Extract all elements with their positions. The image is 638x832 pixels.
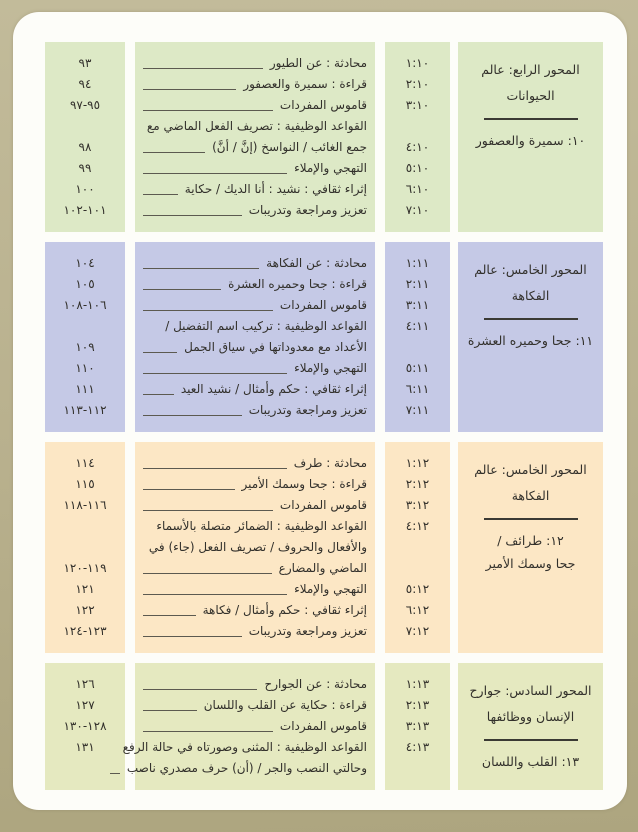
lesson-title-line xyxy=(141,400,367,421)
leader-line xyxy=(143,253,259,269)
lesson-title-text: تعزيز ومراجعة وتدريبات xyxy=(248,403,367,417)
lesson-number: ٦:١٢ xyxy=(405,603,430,617)
lesson-title-text: محادثة : عن الجوارح xyxy=(264,677,367,691)
axis-divider-line xyxy=(484,518,578,520)
lesson-title-text: قراءة : جحا وحميره العشرة xyxy=(228,277,367,291)
page-number: ١٠٥ xyxy=(75,277,95,291)
page-number: ١١٤ xyxy=(75,456,95,470)
leader-line xyxy=(143,579,287,595)
leader-line xyxy=(143,674,257,690)
axis-title-block xyxy=(458,253,603,421)
section-grid xyxy=(45,663,603,790)
lesson-title-text: القواعد الوظيفية : المثنى وصورتاه في حالة الرفع xyxy=(122,740,367,754)
lesson-title-line xyxy=(141,695,367,716)
lesson-title-line xyxy=(126,758,367,779)
lesson-title-line xyxy=(141,53,367,74)
leader-line xyxy=(143,716,273,732)
lesson-title-text: القواعد الوظيفية : تصريف الفعل الماضي مع xyxy=(146,119,367,133)
page-number: ١١٠ xyxy=(75,361,95,375)
lesson-title xyxy=(135,74,375,95)
leader-line xyxy=(143,200,242,216)
axis-title xyxy=(464,678,597,730)
lesson-number: ٢:١١ xyxy=(405,277,430,291)
axis-unit-line: ١٢: طرائف / xyxy=(497,533,564,548)
lesson-title-text: جمع الغائب / النواسخ (إنَّ / أنَّ) xyxy=(212,140,367,154)
page-number: ٩٨ xyxy=(78,140,92,154)
section-grid xyxy=(45,442,603,653)
lesson-title xyxy=(135,400,375,421)
leader-line xyxy=(143,274,221,290)
lesson-title xyxy=(135,453,375,474)
lesson-title-text: محادثة : عن الطيور xyxy=(269,56,367,70)
lesson-number: ٧:١٠ xyxy=(405,203,430,217)
page-number: ١١١ xyxy=(75,382,95,396)
toc-section-unit-11 xyxy=(45,242,603,432)
page-number: ٩٩ xyxy=(78,161,92,175)
leader-line xyxy=(143,158,287,174)
lesson-number: ٧:١١ xyxy=(405,403,430,417)
leader-line xyxy=(143,358,287,374)
lesson-title xyxy=(135,600,375,621)
lesson-title-text: إثراء ثقافي : نشيد : أنا الديك / حكاية xyxy=(184,182,367,196)
toc-page xyxy=(13,12,627,810)
axis-title-line: المحور السادس: جوارح xyxy=(469,683,592,698)
page-number: ١٢٨-١٣٠ xyxy=(63,719,107,733)
lesson-title-line xyxy=(141,358,367,379)
page-number: ١٢٧ xyxy=(75,698,95,712)
lesson-title-line xyxy=(141,621,367,642)
lesson-number: ٤:١٢ xyxy=(405,519,430,533)
lesson-title-line xyxy=(141,74,367,95)
lesson-title xyxy=(135,379,375,400)
lesson-title xyxy=(135,716,375,737)
axis-title xyxy=(464,457,597,509)
lesson-title-line xyxy=(141,295,367,316)
lesson-title-line xyxy=(141,379,367,400)
leader-line xyxy=(143,95,273,111)
lesson-title-text: تعزيز ومراجعة وتدريبات xyxy=(248,203,367,217)
lesson-title xyxy=(135,200,375,221)
leader-line xyxy=(143,474,235,490)
lesson-number: ٢:١٠ xyxy=(405,77,430,91)
lesson-title xyxy=(135,316,375,358)
lesson-title-text: محادثة : طرف xyxy=(293,456,367,470)
axis-title-line: المحور الخامس: عالم xyxy=(474,262,587,277)
lesson-number: ٦:١١ xyxy=(405,382,430,396)
lesson-title xyxy=(122,737,375,779)
lesson-title xyxy=(135,674,375,695)
leader-line xyxy=(143,621,242,637)
axis-divider-line xyxy=(484,118,578,120)
axis-title-line: المحور الرابع: عالم xyxy=(481,62,580,77)
lesson-title-text: الماضي والمضارع xyxy=(278,561,367,575)
leader-line xyxy=(143,179,178,195)
toc-section-unit-13 xyxy=(45,663,603,790)
leader-line xyxy=(143,495,273,511)
leader-line xyxy=(143,379,174,395)
page-number: ١١٩-١٢٠ xyxy=(63,561,107,575)
lesson-title-line xyxy=(141,137,367,158)
lesson-number: ٣:١٠ xyxy=(405,98,430,112)
lesson-title-line xyxy=(141,158,367,179)
axis-unit-title xyxy=(464,329,597,352)
axis-title xyxy=(464,257,597,309)
leader-line xyxy=(143,400,242,416)
lesson-title-text: قراءة : سميرة والعصفور xyxy=(243,77,367,91)
page-number: ١١٦-١١٨ xyxy=(63,498,107,512)
leader-line xyxy=(143,53,263,69)
toc-section-unit-10 xyxy=(45,42,603,232)
lesson-number: ٤:١٠ xyxy=(405,140,430,154)
lesson-number: ٤:١١ xyxy=(405,319,430,333)
section-grid xyxy=(45,42,603,232)
lesson-title xyxy=(135,253,375,274)
lesson-title xyxy=(135,495,375,516)
leader-line xyxy=(143,74,236,90)
lesson-number: ١:١٣ xyxy=(405,677,430,691)
axis-title xyxy=(464,57,597,109)
axis-title-line: المحور الخامس: عالم xyxy=(474,462,587,477)
page-number: ١١٥ xyxy=(75,477,95,491)
page-number: ٩٥-٩٧ xyxy=(69,98,101,112)
leader-line xyxy=(143,137,205,153)
lesson-title-text: والأفعال والحروف / تصريف الفعل (جاء) في xyxy=(148,540,367,554)
axis-unit-line: ١٠: سميرة والعصفور xyxy=(475,133,586,148)
page-number: ١٢٦ xyxy=(75,677,95,691)
lesson-title xyxy=(135,579,375,600)
page-number: ١٠١-١٠٢ xyxy=(63,203,107,217)
lesson-title-line xyxy=(122,737,367,758)
lesson-title-text: تعزيز ومراجعة وتدريبات xyxy=(248,624,367,638)
lesson-title-line xyxy=(141,116,367,137)
axis-title-block xyxy=(458,53,603,221)
lesson-title-line xyxy=(141,600,367,621)
axis-unit-line: جحا وسمك الأمير xyxy=(485,556,576,571)
lesson-title-text: إثراء ثقافي : حكم وأمثال / نشيد العيد xyxy=(180,382,367,396)
lesson-title-text: محادثة : عن الفكاهة xyxy=(266,256,367,270)
page-number: ١٢٢ xyxy=(75,603,95,617)
leader-line xyxy=(143,695,197,711)
lesson-number: ٥:١٠ xyxy=(405,161,430,175)
lesson-number: ٦:١٠ xyxy=(405,182,430,196)
lesson-number: ٢:١٣ xyxy=(405,698,430,712)
lesson-title xyxy=(135,179,375,200)
page-number: ١٣١ xyxy=(75,740,95,754)
lesson-title-text: قاموس المفردات xyxy=(279,298,367,312)
lesson-title xyxy=(135,358,375,379)
lesson-title-line xyxy=(141,95,367,116)
lesson-number: ١:١٢ xyxy=(405,456,430,470)
axis-title-line: الفكاهة xyxy=(511,488,550,503)
lesson-title xyxy=(135,295,375,316)
lesson-number: ٥:١١ xyxy=(405,361,430,375)
page-number: ١٠٠ xyxy=(75,182,95,196)
lesson-number: ٥:١٢ xyxy=(405,582,430,596)
leader-line xyxy=(143,337,177,353)
axis-title-block xyxy=(458,674,603,779)
page-number: ١٠٦-١٠٨ xyxy=(63,298,107,312)
lesson-title-line xyxy=(141,674,367,695)
page-number: ٩٤ xyxy=(78,77,92,91)
axis-unit-line: ١٣: القلب واللسان xyxy=(481,754,580,769)
lesson-title xyxy=(135,621,375,642)
lesson-title-text: التهجي والإملاء xyxy=(294,582,367,596)
lesson-title-line xyxy=(141,253,367,274)
lesson-title-line xyxy=(141,316,367,337)
lesson-title-text: قاموس المفردات xyxy=(279,498,367,512)
axis-divider-line xyxy=(484,318,578,320)
page-number: ١٠٤ xyxy=(75,256,95,270)
lesson-title-text: القواعد الوظيفية : تركيب اسم التفضيل / xyxy=(165,319,367,333)
toc-section-unit-12 xyxy=(45,442,603,653)
lesson-title-line xyxy=(141,179,367,200)
lesson-title-text: قراءة : حكاية عن القلب واللسان xyxy=(203,698,367,712)
lesson-number: ٢:١٢ xyxy=(405,477,430,491)
axis-title-line: الحيوانات xyxy=(506,88,555,103)
axis-title-line: الإنسان ووظائفها xyxy=(486,709,575,724)
page-number: ١٢١ xyxy=(75,582,95,596)
lesson-title-line xyxy=(141,474,367,495)
leader-line xyxy=(143,600,196,616)
axis-divider-line xyxy=(484,739,578,741)
lesson-title-text: التهجي والإملاء xyxy=(294,161,367,175)
lesson-title-text: قاموس المفردات xyxy=(279,98,367,112)
lesson-title-line xyxy=(141,537,367,558)
lesson-title-line xyxy=(141,274,367,295)
lesson-title-text: الأعداد مع معدوداتها في سياق الجمل xyxy=(184,340,367,354)
page-number: ٩٣ xyxy=(78,56,92,70)
lesson-title-text: إثراء ثقافي : حكم وأمثال / فكاهة xyxy=(202,603,367,617)
lesson-title xyxy=(135,695,375,716)
lesson-title xyxy=(135,516,375,579)
lesson-title-line xyxy=(141,200,367,221)
lesson-number: ١:١١ xyxy=(405,256,430,270)
leader-line xyxy=(143,295,273,311)
lesson-title xyxy=(135,53,375,74)
axis-title-block xyxy=(458,453,603,642)
leader-line xyxy=(143,453,287,469)
lesson-title-text: التهجي والإملاء xyxy=(294,361,367,375)
lesson-title-line xyxy=(141,337,367,358)
lesson-title-text: قراءة : جحا وسمك الأمير xyxy=(241,477,367,491)
lesson-title-line xyxy=(141,495,367,516)
lesson-title-line xyxy=(141,453,367,474)
page-number: ١٠٩ xyxy=(75,340,95,354)
lesson-title-text: وحالتي النصب والجر / (أن) حرف مصدري ناصب xyxy=(126,761,367,775)
lesson-number: ٤:١٣ xyxy=(405,740,430,754)
lesson-number: ٣:١٣ xyxy=(405,719,430,733)
lesson-title xyxy=(135,474,375,495)
axis-unit-title xyxy=(464,129,597,152)
lesson-title-line xyxy=(141,516,367,537)
leader-line xyxy=(143,558,272,574)
lesson-title-text: قاموس المفردات xyxy=(279,719,367,733)
axis-unit-line: ١١: جحا وحميره العشرة xyxy=(467,333,594,348)
page-number: ١١٢-١١٣ xyxy=(63,403,107,417)
axis-unit-title xyxy=(464,750,597,773)
lesson-title xyxy=(135,95,375,116)
axis-title-line: الفكاهة xyxy=(511,288,550,303)
lesson-number: ٣:١١ xyxy=(405,298,430,312)
lesson-title-line xyxy=(141,558,367,579)
lesson-title xyxy=(135,274,375,295)
lesson-number: ٧:١٢ xyxy=(405,624,430,638)
lesson-title xyxy=(135,158,375,179)
section-grid xyxy=(45,242,603,432)
lesson-title-line xyxy=(141,579,367,600)
lesson-title-text: القواعد الوظيفية : الضمائر متصلة بالأسماء xyxy=(156,519,367,533)
lesson-title xyxy=(135,116,375,158)
lesson-number: ٣:١٢ xyxy=(405,498,430,512)
lesson-number: ١:١٠ xyxy=(405,56,430,70)
page-number: ١٢٣-١٢٤ xyxy=(63,624,107,638)
axis-unit-title xyxy=(464,529,597,575)
lesson-title-line xyxy=(141,716,367,737)
